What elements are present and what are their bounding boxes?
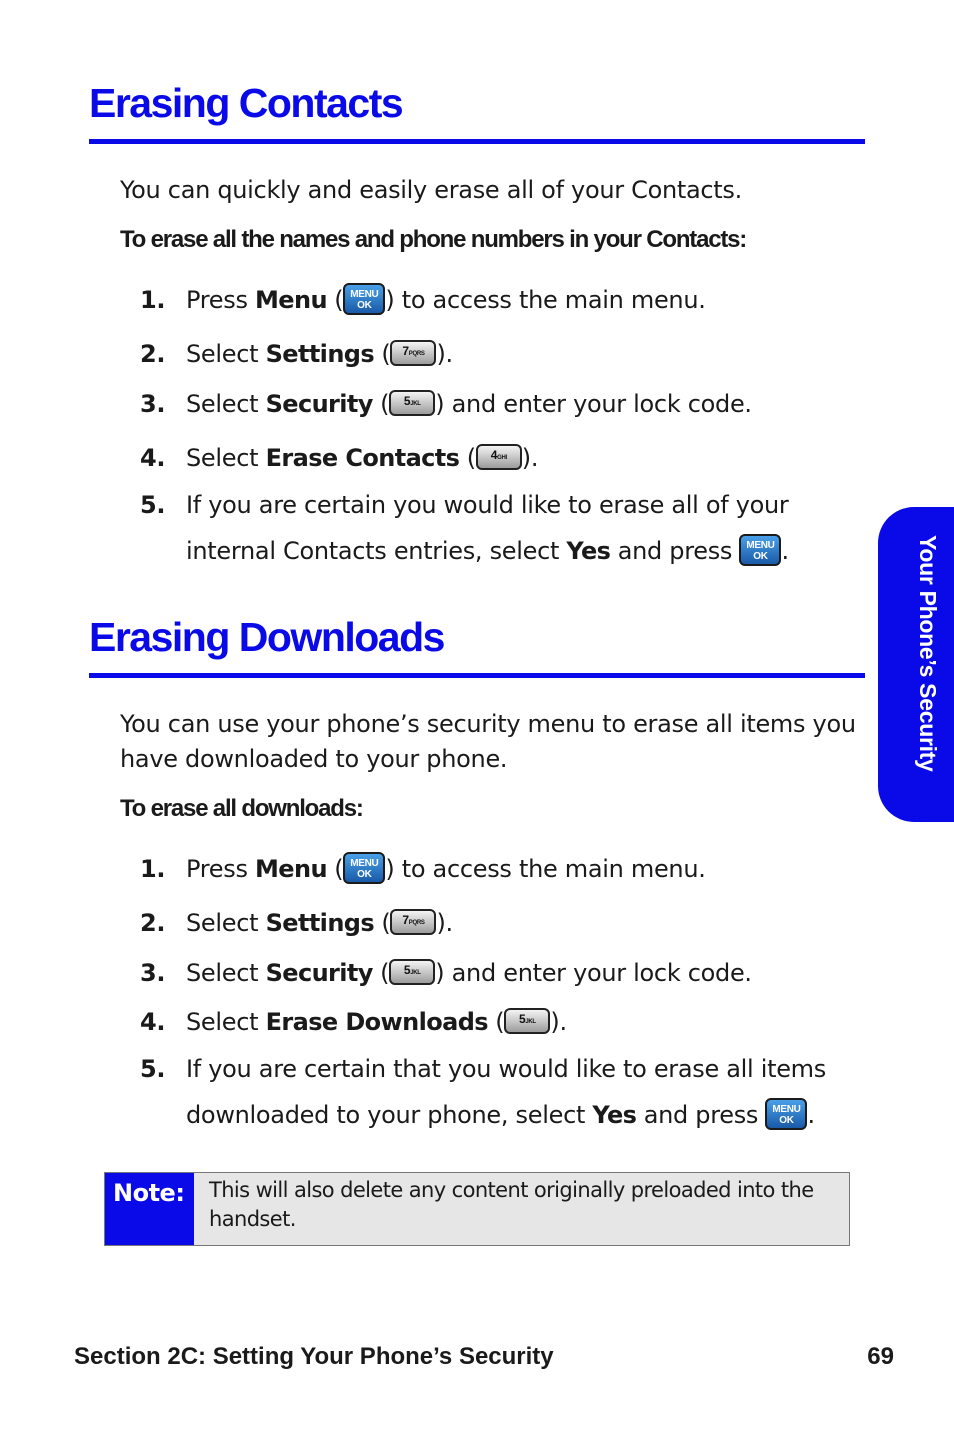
step-number: 4. [140,444,166,472]
step-text: If you are certain you would like to erase all of your internal Contacts entries, select Yes and press MENU OK . [186,491,789,565]
key-5-icon: 5JKL [389,390,435,416]
step-number: 1. [140,286,166,314]
step-number: 4. [140,1008,166,1036]
menu-ok-key-icon: MENU OK [343,283,385,315]
page-number: 69 [867,1343,894,1370]
note-label: Note: [105,1173,194,1245]
section-rule [89,139,865,144]
section-intro: You can use your phone’s security menu to erase all items you have downloaded to your phone. [120,710,856,773]
key-5-icon: 5JKL [389,959,435,985]
key-7-icon: 7PQRS [390,909,436,935]
section-lead: To erase all the names and phone numbers in your Contacts: [120,226,747,253]
section-lead: To erase all downloads: [120,795,363,822]
menu-ok-key-icon: MENU OK [739,534,781,566]
menu-ok-key-icon: MENU OK [765,1098,807,1130]
step-number: 3. [140,390,166,418]
step-text: Select Erase Downloads ( 5JKL ). [186,1008,567,1036]
footer-section: Section 2C: Setting Your Phone’s Security [74,1343,554,1370]
step-number: 3. [140,959,166,987]
step-number: 1. [140,855,166,883]
step-text: Press Menu ( MENU OK ) to access the main menu. [186,846,856,892]
menu-ok-key-icon: MENU OK [343,852,385,884]
step-text: Press Menu ( MENU OK ) to access the main menu. [186,277,856,323]
note-box [104,1172,850,1246]
note-text: This will also delete any content originally preloaded into the handset. [209,1178,814,1231]
section-rule [89,673,865,678]
step-text: If you are certain that you would like to erase all items downloaded to your phone, select Yes and press MENU OK . [186,1055,826,1129]
key-5-icon: 5JKL [504,1008,550,1034]
step-text: Select Security ( 5JKL ) and enter your lock code. [186,390,752,418]
section-title-erasing-downloads: Erasing Downloads [89,614,444,660]
step-number: 2. [140,909,166,937]
page-footer [74,1343,894,1371]
step-number: 5. [140,1055,166,1083]
step-text: Select Settings ( 7PQRS ). [186,340,453,368]
step-text: Select Settings ( 7PQRS ). [186,909,453,937]
side-tab-label: Your Phone’s Security [915,535,941,772]
step-number: 2. [140,340,166,368]
section-title-erasing-contacts: Erasing Contacts [89,80,403,126]
key-7-icon: 7PQRS [390,340,436,366]
step-text: Select Erase Contacts ( 4GHI ). [186,444,539,472]
side-tab [878,507,954,822]
key-4-icon: 4GHI [476,444,522,470]
step-text: Select Security ( 5JKL ) and enter your lock code. [186,959,752,987]
step-number: 5. [140,491,166,519]
section-intro: You can quickly and easily erase all of your Contacts. [120,176,742,204]
